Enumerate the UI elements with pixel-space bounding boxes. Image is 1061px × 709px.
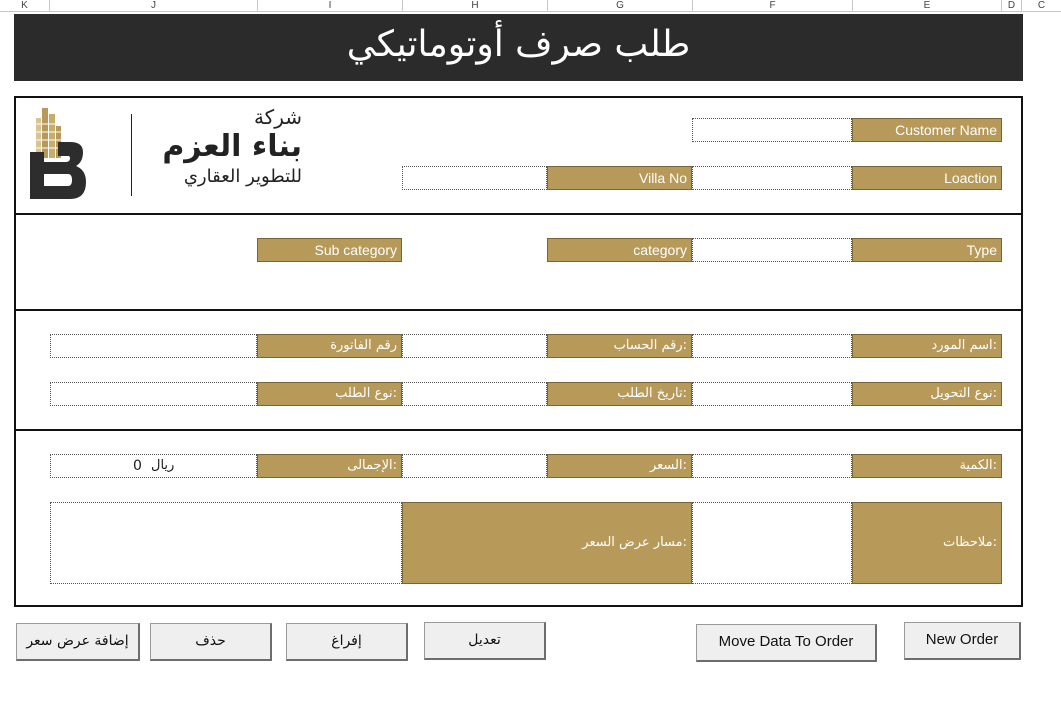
invoice-no-field[interactable] (50, 334, 257, 358)
category-panel (14, 214, 1023, 311)
add-quote-button[interactable]: إضافة عرض سعر (16, 623, 140, 661)
company-name (140, 104, 302, 190)
form-title: طلب صرف أوتوماتيكي (346, 24, 691, 65)
quote-path-field[interactable] (50, 502, 402, 584)
edit-button[interactable]: تعديل (424, 622, 546, 660)
request-date-label: تاريخ الطلب: (547, 382, 692, 406)
notes-field[interactable] (692, 502, 852, 584)
column-header-g[interactable]: G (548, 0, 693, 12)
column-header-d[interactable]: D (1002, 0, 1022, 12)
account-no-label: رقم الحساب: (547, 334, 692, 358)
total-currency: ريال (151, 458, 175, 473)
location-label: Loaction (852, 166, 1002, 190)
move-data-to-order-button[interactable]: Move Data To Order (696, 624, 877, 662)
transfer-type-label: نوع التحويل: (852, 382, 1002, 406)
column-header-c[interactable]: C (1037, 0, 1046, 11)
request-date-field[interactable] (402, 382, 547, 406)
customer-name-label: Customer Name (852, 118, 1002, 142)
quantity-field[interactable] (692, 454, 852, 478)
type-field[interactable] (692, 238, 852, 262)
account-no-field[interactable] (402, 334, 547, 358)
column-header-h[interactable]: H (403, 0, 548, 12)
total-amount: 0 (133, 458, 142, 474)
villa-no-field[interactable] (402, 166, 547, 190)
company-name-line1: شركة (253, 105, 302, 129)
customer-name-field[interactable] (692, 118, 852, 142)
type-label: Type (852, 238, 1002, 262)
request-type-label: نوع الطلب: (257, 382, 402, 406)
company-name-line2: بناء العزم (162, 129, 302, 164)
column-header-strip (0, 0, 1061, 12)
price-field[interactable] (402, 454, 547, 478)
logo-divider (131, 114, 132, 196)
new-order-button[interactable]: New Order (904, 622, 1021, 660)
total-field[interactable] (50, 454, 257, 478)
quantity-label: الكمية: (852, 454, 1002, 478)
company-name-line3: للتطوير العقاري (183, 166, 302, 187)
column-header-j[interactable]: J (50, 0, 258, 12)
supplier-panel (14, 310, 1023, 431)
notes-label: ملاحظات: (852, 502, 1002, 584)
transfer-type-field[interactable] (692, 382, 852, 406)
location-field[interactable] (692, 166, 852, 190)
sub-category-label: Sub category (257, 238, 402, 262)
villa-no-label: Villa No (547, 166, 692, 190)
invoice-no-label: رقم الفاتورة (257, 334, 402, 358)
form-title-bar (14, 14, 1023, 81)
quote-path-label: مسار عرض السعر: (402, 502, 692, 584)
column-header-f[interactable]: F (693, 0, 853, 12)
company-logo-icon (28, 104, 88, 200)
column-header-i[interactable]: I (258, 0, 403, 12)
supplier-name-label: اسم المورد: (852, 334, 1002, 358)
supplier-name-field[interactable] (692, 334, 852, 358)
column-header-k[interactable]: K (0, 0, 50, 12)
total-label: الإجمالى: (257, 454, 402, 478)
price-label: السعر: (547, 454, 692, 478)
clear-button[interactable]: إفراغ (286, 623, 408, 661)
column-header-e[interactable]: E (853, 0, 1002, 12)
request-type-field[interactable] (50, 382, 257, 406)
category-label: category (547, 238, 692, 262)
delete-button[interactable]: حذف (150, 623, 272, 661)
